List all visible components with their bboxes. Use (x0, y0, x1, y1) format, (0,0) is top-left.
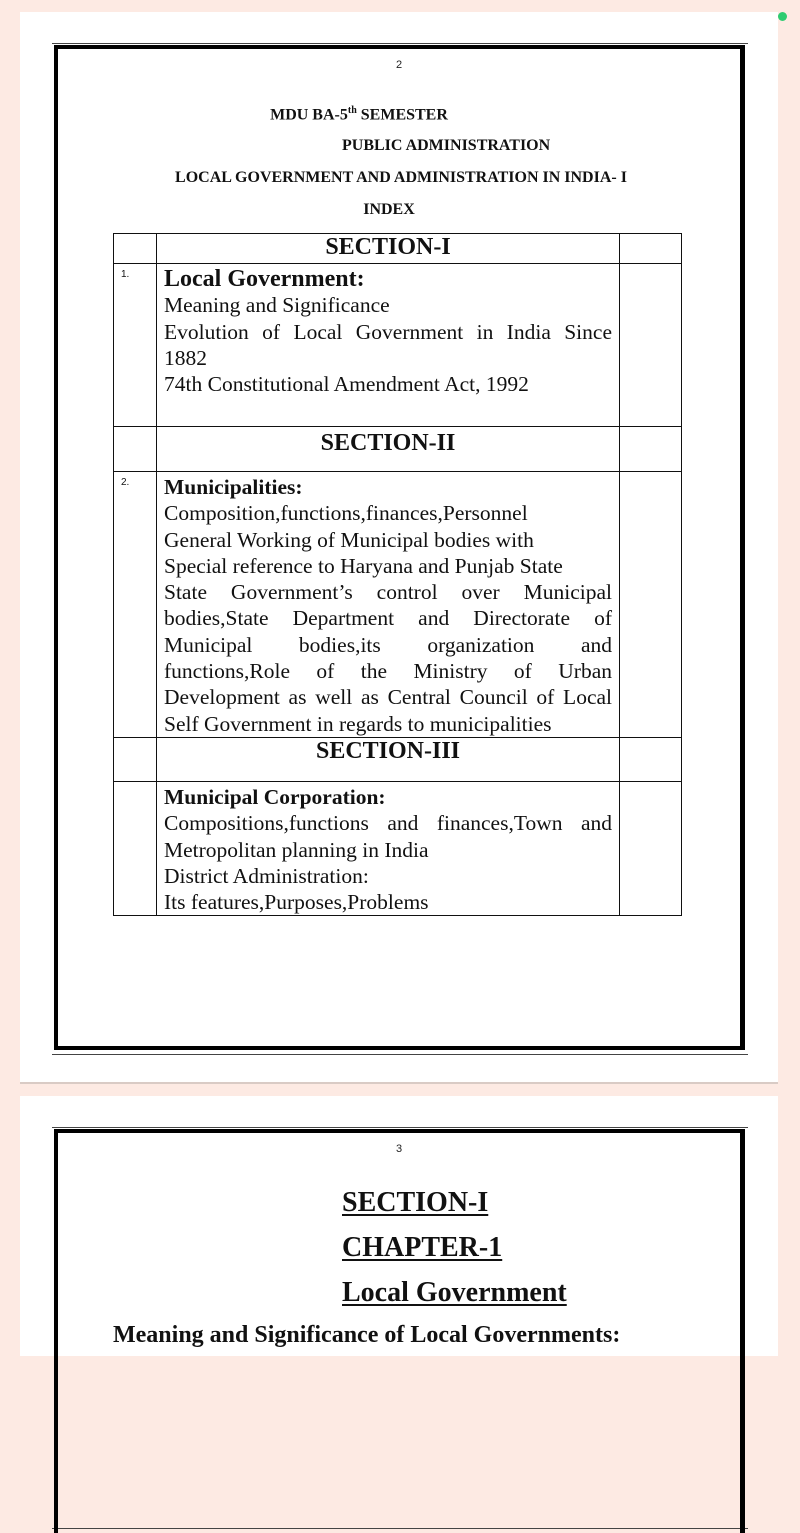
section-heading: SECTION-I (342, 1187, 489, 1218)
item-heading: Municipalities: (164, 475, 303, 499)
table-cell (620, 264, 682, 427)
item-line: Special reference to Haryana and Punjab State (164, 553, 563, 578)
table-cell (620, 737, 682, 781)
item-line: Evolution of Local Government in India Since 1882 (164, 319, 612, 370)
item-heading: Municipal Corporation: (164, 784, 386, 809)
course-header (0, 105, 738, 124)
page-number: 3 (395, 1143, 403, 1155)
index-heading: INDEX (363, 201, 415, 218)
table-row (114, 264, 682, 427)
table-row (114, 427, 682, 472)
page-number: 2 (395, 59, 403, 71)
section-content (157, 264, 620, 427)
subject-header: PUBLIC ADMINISTRATION (342, 137, 551, 154)
table-row (114, 737, 682, 781)
item-heading: Local Government: (164, 266, 365, 292)
item-line: Its features,Purposes,Problems (164, 890, 429, 915)
item-line: Meaning and Significance (164, 293, 390, 318)
document-page-2 (20, 12, 778, 1082)
document-page-3 (20, 1096, 778, 1356)
table-cell (620, 234, 682, 264)
table-cell (620, 427, 682, 472)
item-number: 2. (114, 472, 157, 738)
item-number (114, 781, 157, 915)
chapter-title: Local Government (342, 1277, 567, 1308)
header-text: MDU BA-5 (270, 106, 348, 124)
item-line: 74th Constitutional Amendment Act, 1992 (164, 372, 529, 397)
index-table (113, 233, 682, 916)
header-superscript: th (347, 105, 357, 116)
item-line: Composition,functions,finances,Personnel (164, 501, 528, 526)
table-row (114, 781, 682, 915)
table-cell (620, 781, 682, 915)
item-number: 1. (114, 264, 157, 427)
section-title: SECTION-II (157, 427, 620, 472)
table-row (114, 472, 682, 738)
header-text: SEMESTER (356, 106, 448, 124)
paper-title: LOCAL GOVERNMENT AND ADMINISTRATION IN INDIA- I (175, 169, 627, 186)
item-line: State Government’s control over Municipal bodies,State Department and Directorate of Municipal bodies,its organization and functions,Role of the Ministry of Urban Development as well as Central Council of Local Self Government in regards to municipalities (164, 580, 612, 736)
chapter-heading: CHAPTER-1 (342, 1232, 503, 1263)
item-line: General Working of Municipal bodies with (164, 527, 534, 552)
table-cell (114, 234, 157, 264)
item-line: Compositions,functions and finances,Town and Metropolitan planning in India (164, 811, 612, 862)
section-content (157, 781, 620, 915)
table-cell (114, 737, 157, 781)
section-content (157, 472, 620, 738)
status-indicator-dot (778, 12, 787, 21)
table-cell (114, 427, 157, 472)
section-title: SECTION-I (157, 234, 620, 264)
table-row (114, 234, 682, 264)
item-line: District Administration: (164, 863, 369, 888)
table-cell (620, 472, 682, 738)
subheading: Meaning and Significance of Local Governments: (113, 1322, 621, 1348)
section-title: SECTION-III (157, 737, 620, 781)
